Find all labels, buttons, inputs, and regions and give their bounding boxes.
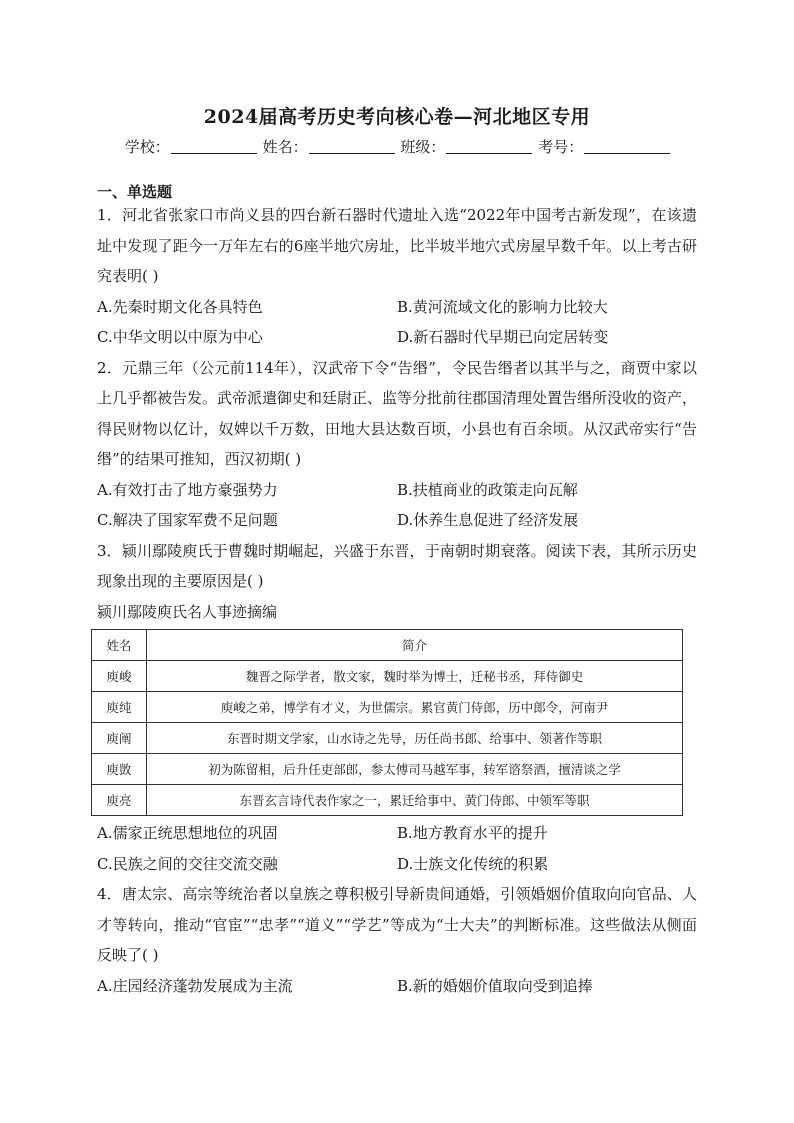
option-b: B.扶植商业的政策走向瓦解 <box>397 480 578 499</box>
school-label: 学校： <box>124 138 170 156</box>
class-blank <box>446 139 532 154</box>
question-4 <box>97 879 697 1001</box>
table-row <box>92 661 683 692</box>
option-a: A.先秦时期文化各具特色 <box>97 297 263 316</box>
table-cell-intro: 东晋时期文学家，山水诗之先导，历任尚书郎、给事中、领著作等职 <box>147 723 683 754</box>
table-row <box>92 723 683 754</box>
name-blank <box>309 139 395 154</box>
option-a: A.有效打击了地方豪强势力 <box>97 480 278 499</box>
options-list <box>97 475 697 536</box>
table-row <box>92 754 683 785</box>
option-c: C.民族之间的交往交流交融 <box>97 854 278 873</box>
option-a: A.庄园经济蓬勃发展成为主流 <box>97 976 293 995</box>
option-b: B.地方教育水平的提升 <box>397 824 548 842</box>
question-3 <box>97 536 697 880</box>
option-c: C.中华文明以中原为中心 <box>97 328 263 346</box>
table-cell-intro: 东晋玄言诗代表作家之一，累迁给事中、黄门侍郎、中领军等职 <box>147 785 683 816</box>
options-list <box>97 818 697 879</box>
option-d: D.新石器时代早期已向定居转变 <box>397 328 609 346</box>
exam-title: 2024届高考历史考向核心卷—河北地区专用 <box>203 106 591 128</box>
option-c: C.解决了国家军费不足问题 <box>97 511 278 529</box>
option-d: D.休养生息促进了经济发展 <box>397 511 579 529</box>
table-row <box>92 692 683 723</box>
table-cell-intro: 魏晋之际学者，散文家，魏时举为博士，迁秘书丞，拜侍御史 <box>147 661 683 692</box>
question-2 <box>97 353 697 536</box>
question-text: 4．唐太宗、高宗等统治者以皇族之尊积极引导新贵间通婚，引领婚姻价值取向向官品、人才等转向，推动“官宦”“忠孝”“道义”“学艺”等成为“士大夫”的判断标准。这些做法从侧面反映了( ) <box>97 885 697 964</box>
question-text: 2．元鼎三年（公元前114年），汉武帝下令“告缗”，令民告缗者以其半与之，商贾中家以上几乎都被告发。武帝派遣御史和廷尉正、监等分批前往郡国清理处置告缗所没收的资产，得民财物以亿计，奴婢以千万数，田地大县达数百顷，小县也有百余顷。从汉武帝实行“告缗”的结果可推知，西汉初期( ) <box>97 358 698 468</box>
table-cell-name: 庾阐 <box>92 723 147 754</box>
id-label: 考号： <box>538 138 584 156</box>
table-cell-name: 庾纯 <box>92 692 147 723</box>
data-table <box>91 629 683 816</box>
option-d: D.士族文化传统的积累 <box>397 854 549 873</box>
options-list <box>97 292 697 353</box>
question-1 <box>97 200 697 353</box>
school-blank <box>171 139 257 154</box>
options-list <box>97 971 697 1002</box>
option-b: B.黄河流域文化的影响力比较大 <box>397 297 608 316</box>
table-cell-intro: 初为陈留相，后升任吏部郎，参太傅司马越军事，转军谘祭酒，擅清谈之学 <box>147 754 683 785</box>
table-cell-name: 庾峻 <box>92 661 147 692</box>
option-b: B.新的婚姻价值取向受到追捧 <box>397 976 593 995</box>
table-header-cell: 姓名 <box>92 630 147 661</box>
table-cell-intro: 庾峻之弟，博学有才义，为世儒宗。累官黄门侍郎，历中郎令，河南尹 <box>147 692 683 723</box>
table-cell-name: 庾敳 <box>92 754 147 785</box>
section-title: 一、单选题 <box>97 183 173 201</box>
student-info-row <box>0 136 794 157</box>
table-cell-name: 庾亮 <box>92 785 147 816</box>
question-text: 3．颍川鄢陵庾氏于曹魏时期崛起，兴盛于东晋，于南朝时期衰落。阅读下表，其所示历史现象出现的主要原因是( ) <box>97 541 697 590</box>
table-header-cell: 简介 <box>147 630 683 661</box>
table-row <box>92 785 683 816</box>
table-header-row <box>92 630 683 661</box>
class-label: 班级： <box>400 138 446 156</box>
option-a: A.儒家正统思想地位的巩固 <box>97 824 278 842</box>
id-blank <box>584 139 670 154</box>
question-text: 1．河北省张家口市尚义县的四台新石器时代遗址入选“2022年中国考古新发现”，在该遗址中发现了距今一万年左右的6座半地穴房址，比半坡半地穴式房屋早数千年。以上考古研究表明( ) <box>97 206 697 285</box>
table-caption: 颍川鄢陵庾氏名人事迹摘编 <box>97 602 278 621</box>
name-label: 姓名： <box>262 138 308 156</box>
questions-content <box>97 200 697 1001</box>
